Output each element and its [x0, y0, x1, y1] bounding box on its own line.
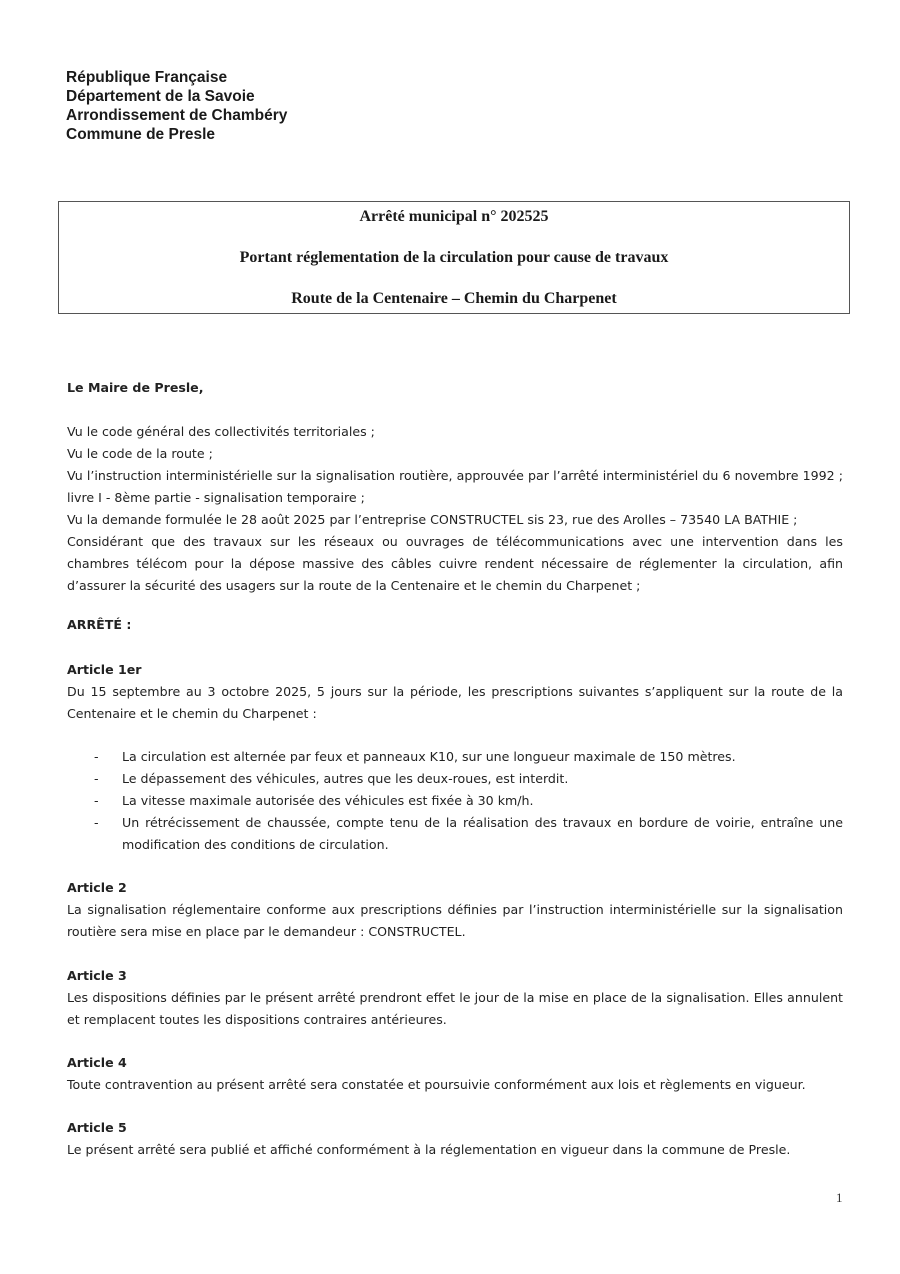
list-dash: -: [94, 793, 99, 808]
letterhead: [66, 68, 287, 144]
visas-block: [67, 421, 843, 597]
visa-paragraph: Vu la demande formulée le 28 août 2025 par l’entreprise CONSTRUCTEL sis 23, rue des Arolles – 73540 LA BATHIE ;: [67, 512, 798, 527]
list-item: - La circulation est alternée par feux et panneaux K10, sur une longueur maximale de 150 mètres.: [67, 746, 843, 768]
visa-paragraph: Vu l’instruction interministérielle sur la signalisation routière, approuvée par l’arrêté interministériel du 6 novembre 1992 ; livre I - 8ème partie - signalisation temporaire ;: [67, 468, 843, 505]
list-dash: -: [94, 771, 99, 786]
article-text: Toute contravention au présent arrêté sera constatée et poursuivie conformément aux lois et règlements en vigueur.: [67, 1077, 806, 1092]
list-item: - Un rétrécissement de chaussée, compte tenu de la réalisation des travaux en bordure de voirie, entraîne une modification des conditions de circulation.: [67, 812, 843, 856]
arrete-number: Arrêté municipal n° 202525: [359, 208, 549, 225]
letterhead-line: Département de la Savoie: [66, 88, 255, 105]
article-1: [67, 659, 843, 725]
article-title: Article 5: [67, 1120, 127, 1135]
mayor-intro: Le Maire de Presle,: [67, 380, 204, 395]
article-text: Le présent arrêté sera publié et affiché conformément à la réglementation en vigueur dans la commune de Presle.: [67, 1142, 791, 1157]
article-4: [67, 1052, 843, 1096]
list-dash: -: [94, 815, 99, 830]
list-item: - Le dépassement des véhicules, autres que les deux-roues, est interdit.: [67, 768, 843, 790]
article-text: Du 15 septembre au 3 octobre 2025, 5 jours sur la période, les prescriptions suivantes s’appliquent sur la route de la Centenaire et le chemin du Charpenet :: [67, 684, 843, 721]
article-title: Article 4: [67, 1055, 127, 1070]
letterhead-line: République Française: [66, 69, 228, 86]
article-text: Les dispositions définies par le présent arrêté prendront effet le jour de la mise en place de la signalisation. Elles annulent et remplacent toutes les dispositions contraires antérieures.: [67, 990, 843, 1027]
article-5: [67, 1117, 843, 1161]
list-item: - La vitesse maximale autorisée des véhicules est fixée à 30 km/h.: [67, 790, 843, 812]
letterhead-line: Arrondissement de Chambéry: [66, 107, 288, 124]
article-text: La signalisation réglementaire conforme aux prescriptions définies par l’instruction interministérielle sur la signalisation routière sera mise en place par le demandeur : CONSTRUCTEL.: [67, 902, 843, 939]
arrete-location: Route de la Centenaire – Chemin du Charpenet: [291, 290, 617, 307]
arrete-label: ARRÊTÉ :: [67, 617, 132, 632]
visa-paragraph: Vu le code général des collectivités territoriales ;: [67, 424, 375, 439]
title-box: [58, 201, 850, 314]
article-2: [67, 877, 843, 943]
list-dash: -: [94, 749, 99, 764]
article-title: Article 2: [67, 880, 127, 895]
article-3: [67, 965, 843, 1031]
intro-block: [67, 377, 843, 399]
letterhead-line: Commune de Presle: [66, 126, 216, 143]
arrete-subject: Portant réglementation de la circulation pour cause de travaux: [239, 249, 669, 266]
prescriptions-list: [67, 746, 843, 856]
article-title: Article 1er: [67, 662, 142, 677]
considerant-paragraph: Considérant que des travaux sur les réseaux ou ouvrages de télécommunications avec une intervention dans les chambres télécom pour la dépose massive des câbles cuivre rendent nécessaire de réglementer la circulation, afin d’assurer la sécurité des usagers sur la route de la Centenaire et le chemin du Charpenet ;: [67, 534, 843, 593]
arrete-label-block: [67, 614, 843, 636]
page-number: 1: [836, 1190, 843, 1205]
visa-paragraph: Vu le code de la route ;: [67, 446, 213, 461]
prescriptions-list-block: [67, 746, 843, 856]
article-title: Article 3: [67, 968, 127, 983]
